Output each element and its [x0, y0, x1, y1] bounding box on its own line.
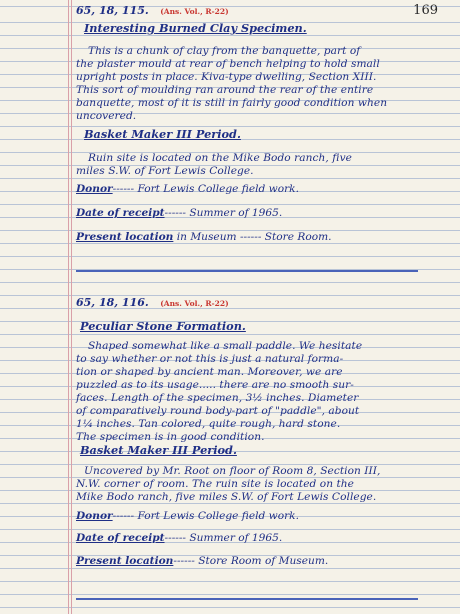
donor-value: ------ Fort Lewis College field work.	[112, 510, 299, 522]
separator-rule	[76, 270, 418, 272]
description-line: uncovered.	[76, 110, 137, 122]
receipt-label: Date of receipt	[76, 207, 165, 219]
receipt-label: Date of receipt	[76, 532, 165, 544]
donor-label: Donor	[76, 183, 113, 195]
description-line: Shaped somewhat like a small paddle. We hesitate	[88, 340, 363, 352]
site-line: Ruin site is located on the Mike Bodo ranch, five	[88, 152, 352, 164]
description-line: This is a chunk of clay from the banquette, part of	[88, 45, 361, 57]
location-line	[76, 555, 328, 568]
site-line: Mike Bodo ranch, five miles S.W. of Fort Lewis College.	[76, 491, 377, 503]
donor-value: ------ Fort Lewis College field work.	[112, 183, 299, 195]
receipt-value: ------ Summer of 1965.	[164, 532, 283, 544]
description-line: The specimen is in good condition.	[76, 431, 265, 443]
period-heading: Basket Maker III Period.	[80, 443, 237, 457]
location-value: in Museum ------ Store Room.	[176, 231, 332, 243]
donor-line	[76, 183, 299, 196]
reference-note: (Ans. Vol., R-22)	[160, 7, 229, 16]
donor-label: Donor	[76, 510, 113, 522]
entry-title: Interesting Burned Clay Specimen.	[84, 21, 307, 35]
catalog-number: 65, 18, 116. (Ans. Vol., R-22)	[76, 296, 229, 309]
description-line: 1¼ inches. Tan colored, quite rough, hard stone.	[76, 418, 341, 430]
description-line: the plaster mould at rear of bench helping to hold small	[76, 58, 380, 70]
description-line: faces. Length of the specimen, 3½ inches. Diameter	[76, 392, 359, 404]
period-heading: Basket Maker III Period.	[84, 127, 241, 141]
margin-line	[68, 0, 69, 614]
separator-rule	[76, 598, 418, 600]
description-line: tion or shaped by ancient man. Moreover, we are	[76, 366, 343, 378]
page-number: 169	[413, 3, 438, 18]
site-line: miles S.W. of Fort Lewis College.	[76, 165, 254, 177]
location-label: Present location	[76, 555, 174, 567]
site-line: Uncovered by Mr. Root on floor of Room 8, Section III,	[84, 465, 381, 477]
donor-line	[76, 510, 299, 523]
location-line	[76, 231, 332, 244]
description-line: to say whether or not this is just a natural forma-	[76, 353, 344, 365]
entry-title: Peculiar Stone Formation.	[80, 319, 246, 333]
location-label: Present location	[76, 231, 174, 243]
receipt-value: ------ Summer of 1965.	[164, 207, 283, 219]
description-line: upright posts in place. Kiva-type dwelling, Section XIII.	[76, 71, 377, 83]
description-line: This sort of moulding ran around the rear of the entire	[76, 84, 374, 96]
reference-note: (Ans. Vol., R-22)	[160, 299, 229, 308]
catalog-number: 65, 18, 115. (Ans. Vol., R-22)	[76, 4, 229, 17]
description-line: puzzled as to its usage..... there are no smooth sur-	[76, 379, 354, 391]
receipt-line	[76, 532, 282, 545]
location-value: ------ Store Room of Museum.	[173, 555, 329, 567]
site-line: N.W. corner of room. The ruin site is located on the	[76, 478, 355, 490]
receipt-line	[76, 207, 282, 220]
margin-line	[71, 0, 72, 614]
description-line: of comparatively round body-part of "paddle", about	[76, 405, 360, 417]
description-line: banquette, most of it is still in fairly good condition when	[76, 97, 388, 109]
